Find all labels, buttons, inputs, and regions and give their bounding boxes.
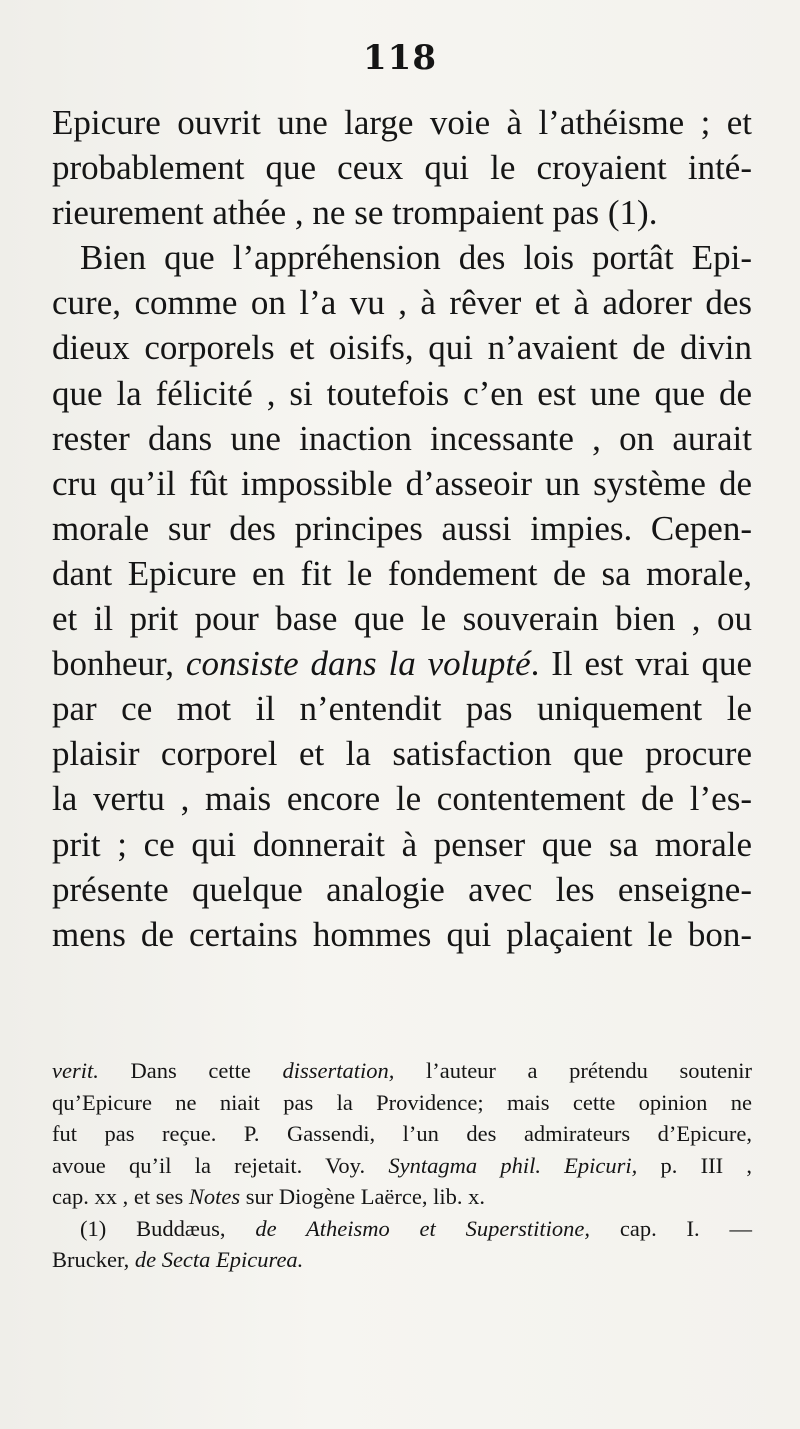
page-number: 118 bbox=[363, 38, 437, 78]
text-line bbox=[52, 461, 752, 506]
text-run: . Il est vrai que bbox=[530, 644, 752, 684]
text-line bbox=[52, 325, 752, 370]
italic-run: verit. bbox=[52, 1058, 99, 1083]
text-run: cru qu’il fût impossible d’asseoir un système de bbox=[52, 463, 752, 503]
text-run: dieux corporels et oisifs, qui n’avaient de divin bbox=[52, 328, 752, 368]
text-line bbox=[52, 235, 752, 280]
text-line bbox=[52, 100, 752, 145]
footnote-line bbox=[52, 1213, 752, 1245]
text-run: plaisir corporel et la satisfaction que procure bbox=[52, 734, 752, 774]
text-run: (1) Buddæus, bbox=[80, 1215, 256, 1241]
text-run: rieurement athée , ne se trompaient pas (1). bbox=[52, 193, 658, 233]
text-line bbox=[52, 686, 752, 731]
text-run: cure, comme on l’a vu , à rêver et à adorer des bbox=[52, 283, 752, 323]
text-run: morale sur des principes aussi impies. Cepen- bbox=[52, 508, 752, 548]
italic-run: de Atheismo et Superstitione, bbox=[255, 1215, 591, 1241]
italic-run: dissertation, bbox=[282, 1058, 395, 1083]
text-run: Epicure ouvrit une large voie à l’athéisme ; et bbox=[52, 103, 752, 142]
text-run: dant Epicure en fit le fondement de sa morale, bbox=[52, 553, 752, 593]
text-line bbox=[52, 641, 752, 686]
italic-run: de Secta Epicurea. bbox=[134, 1247, 304, 1272]
italic-run: Notes bbox=[188, 1184, 241, 1209]
text-line bbox=[52, 506, 752, 551]
text-run: prit ; ce qui donnerait à penser que sa morale bbox=[52, 824, 752, 864]
body-text bbox=[52, 100, 752, 957]
text-line bbox=[52, 145, 752, 190]
text-run: p. III , bbox=[637, 1152, 752, 1178]
text-run: probablement que ceux qui le croyaient inté- bbox=[52, 148, 752, 188]
text-line bbox=[52, 371, 752, 416]
italic-run: Syntagma phil. Epicuri, bbox=[388, 1152, 638, 1178]
text-line bbox=[52, 551, 752, 596]
footnote-line bbox=[52, 1055, 752, 1087]
text-run: rester dans une inaction incessante , on aurait bbox=[52, 418, 752, 458]
text-run: par ce mot il n’entendit pas uniquement le bbox=[52, 689, 752, 729]
text-run: l’auteur a prétendu soutenir bbox=[394, 1058, 752, 1083]
text-line bbox=[52, 912, 752, 957]
text-run: cap. I. — bbox=[590, 1215, 753, 1241]
text-run: et il prit pour base que le souverain bien , ou bbox=[52, 599, 752, 639]
text-run: mens de certains hommes qui plaçaient le bon- bbox=[52, 914, 752, 954]
text-run: cap. xx , et ses bbox=[52, 1184, 189, 1209]
footnote-line bbox=[52, 1118, 752, 1150]
text-run: fut pas reçue. P. Gassendi, l’un des admirateurs d’Epicure, bbox=[52, 1121, 752, 1146]
text-run: qu’Epicure ne niait pas la Providence; mais cette opinion ne bbox=[52, 1089, 752, 1115]
footnotes bbox=[52, 1055, 752, 1276]
footnote-line bbox=[52, 1244, 752, 1276]
text-line bbox=[52, 731, 752, 776]
text-line bbox=[52, 822, 752, 867]
footnote-line bbox=[52, 1150, 752, 1182]
text-run: Bien que l’appréhension des lois portât Epi- bbox=[80, 238, 752, 278]
text-line bbox=[52, 416, 752, 461]
text-run: bonheur, bbox=[52, 644, 186, 684]
text-run: avoue qu’il la rejetait. Voy. bbox=[52, 1152, 389, 1178]
text-line bbox=[52, 280, 752, 325]
text-run: la vertu , mais encore le contentement de l’es- bbox=[52, 779, 752, 819]
text-run: que la félicité , si toutefois c’en est une que de bbox=[52, 373, 752, 413]
text-line bbox=[52, 867, 752, 912]
italic-run: consiste dans la volupté bbox=[185, 644, 531, 684]
text-line bbox=[52, 776, 752, 821]
text-run: Brucker, bbox=[52, 1247, 135, 1272]
footnote-line bbox=[52, 1087, 752, 1119]
text-run: sur Diogène Laërce, lib. x. bbox=[240, 1184, 486, 1209]
footnote-line bbox=[52, 1181, 752, 1213]
text-line bbox=[52, 596, 752, 641]
text-line bbox=[52, 190, 752, 235]
text-run: Dans cette bbox=[98, 1058, 283, 1083]
text-run: présente quelque analogie avec les enseigne- bbox=[52, 869, 752, 909]
